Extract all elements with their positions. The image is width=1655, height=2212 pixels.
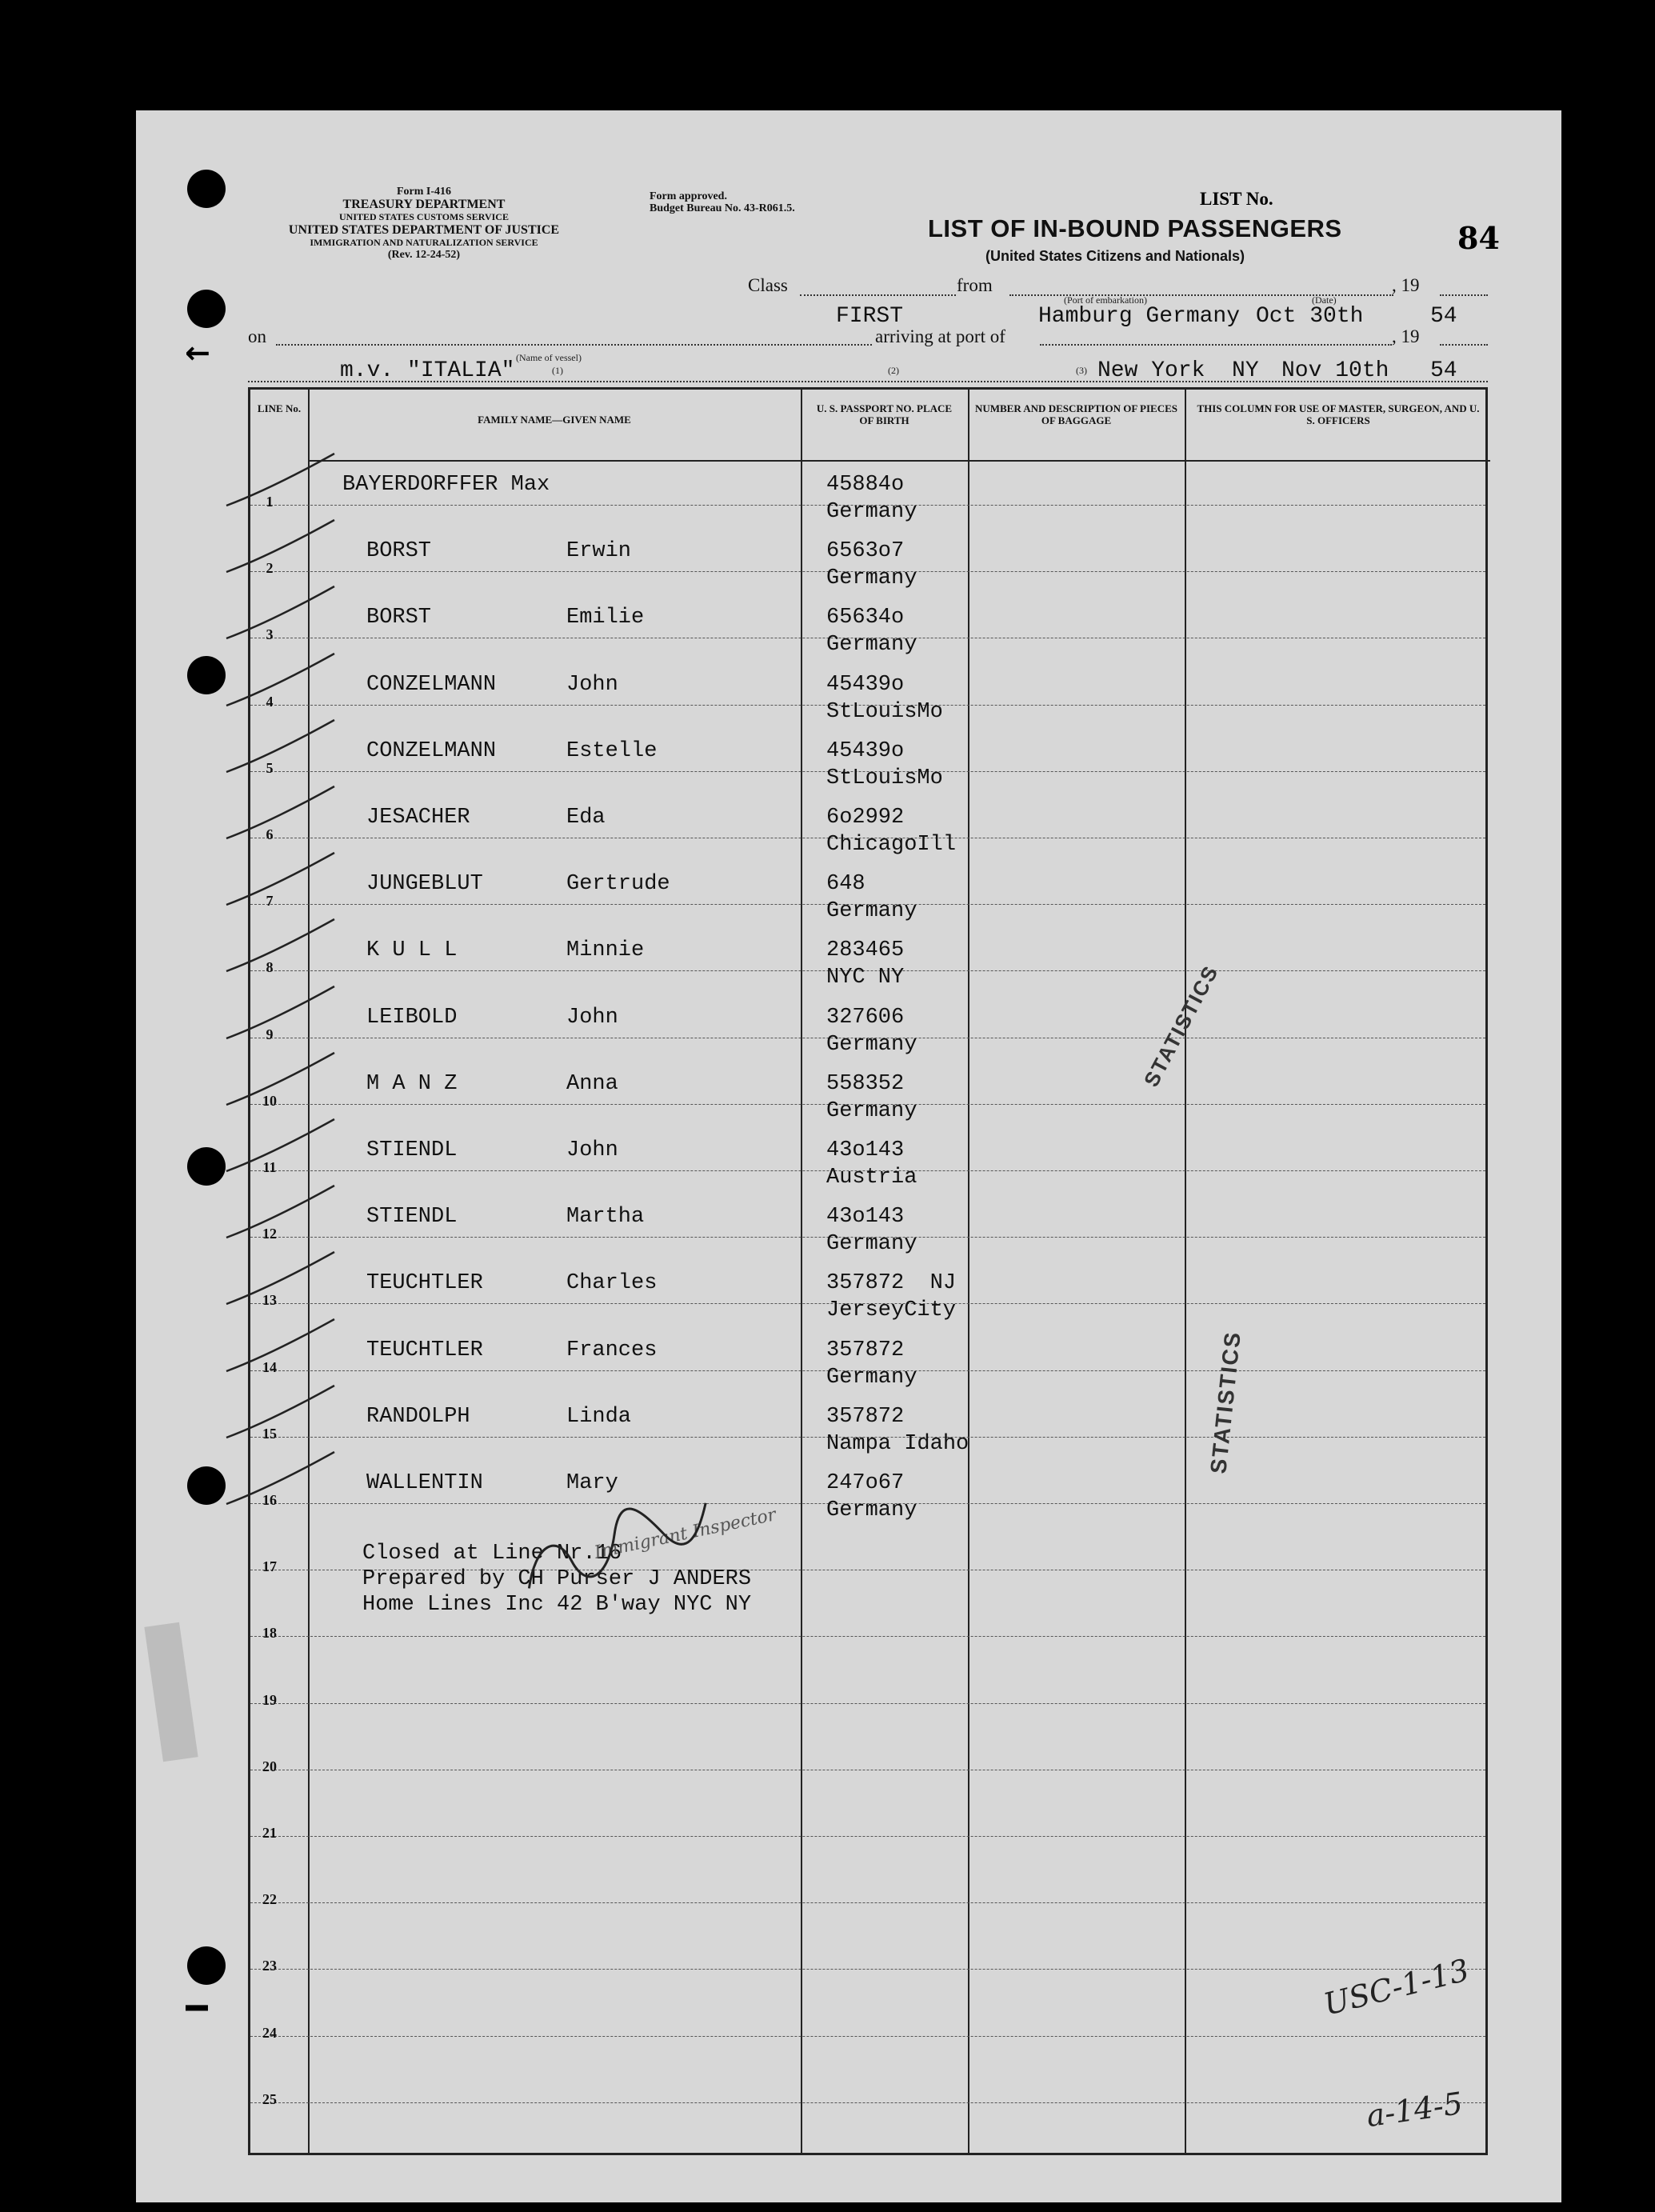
check-mark-icon [226, 1319, 338, 1375]
line-number: 13 [262, 1292, 277, 1309]
given-name: Emilie [566, 606, 645, 630]
year-label: , 19 [1392, 275, 1420, 295]
passport-number: 283465 [826, 938, 905, 963]
check-mark-icon [226, 986, 338, 1042]
line-number: 10 [262, 1092, 277, 1109]
place-of-birth: Germany [826, 1498, 917, 1522]
class-label: Class [748, 275, 788, 295]
budget-bureau: Budget Bureau No. 43-R061.5. [650, 202, 795, 214]
passport-number: 45884o [826, 473, 905, 497]
col-header-passport: U. S. PASSPORT NO. PLACE OF BIRTH [816, 402, 953, 426]
arrival-year: 54 [1430, 358, 1457, 383]
family-name: K U L L [366, 938, 458, 963]
place-of-birth: Nampa Idaho [826, 1431, 969, 1456]
check-mark-icon [226, 1119, 338, 1175]
check-mark-icon [226, 586, 338, 642]
header-rule [308, 460, 1490, 462]
vessel-line-dotted [248, 381, 1488, 382]
line-number: 15 [262, 1425, 277, 1442]
passport-number: 357872 NJ [826, 1271, 957, 1296]
check-mark-icon [226, 520, 338, 576]
table-row [250, 1636, 1485, 1637]
line-number: 16 [262, 1492, 277, 1508]
vessel-name: m.v. "ITALIA" [340, 358, 515, 383]
line-number: 3 [266, 626, 274, 643]
handwritten-reference: a-14-5 [1364, 2085, 1465, 2134]
line-number: 6 [266, 826, 274, 842]
year-dotted [1440, 344, 1488, 346]
given-name: Mary [566, 1471, 618, 1495]
justice-label: UNITED STATES DEPARTMENT OF JUSTICE [288, 223, 560, 237]
table-row [250, 1969, 1485, 1970]
col-header-name: FAMILY NAME—GIVEN NAME [478, 414, 631, 426]
line-number: 14 [262, 1358, 277, 1375]
vessel-dotted [276, 344, 872, 346]
line-number: 11 [262, 1159, 277, 1175]
family-name: CONZELMANN [366, 738, 497, 763]
passport-number: 558352 [826, 1071, 905, 1096]
class-dotted [800, 294, 956, 296]
line-number: 1 [266, 494, 274, 510]
check-mark-icon [226, 1186, 338, 1242]
departure-date: Oct 30th [1256, 304, 1364, 329]
form-number: Form I-416 [396, 186, 452, 198]
table-row [250, 1836, 1485, 1837]
place-of-birth: Germany [826, 1098, 917, 1123]
year-label: , 19 [1392, 326, 1420, 346]
place-of-birth: Germany [826, 1032, 917, 1057]
line-number: 7 [266, 893, 274, 910]
passport-number: 648 [826, 872, 865, 897]
arriving-label: arriving at port of [875, 326, 1005, 346]
check-mark-icon [226, 1386, 338, 1442]
check-mark-icon [226, 919, 338, 975]
column-divider [801, 390, 802, 2153]
check-mark-icon [226, 1252, 338, 1308]
passport-number: 357872 [826, 1338, 905, 1362]
given-name: Eda [566, 806, 606, 830]
passenger-table [248, 387, 1488, 2155]
place-of-birth: Germany [826, 899, 917, 924]
line-number: 18 [262, 1625, 277, 1642]
marker-1: (1) [552, 365, 563, 376]
passport-number: 327606 [826, 1005, 905, 1030]
given-name: Estelle [566, 738, 658, 763]
page-subtitle: (United States Citizens and Nationals) [985, 248, 1245, 264]
place-of-birth: StLouisMo [826, 699, 943, 724]
line-number: 25 [262, 2090, 277, 2107]
given-name: Minnie [566, 938, 645, 963]
given-name: John [566, 672, 618, 697]
family-name: WALLENTIN [366, 1471, 483, 1495]
page-title: LIST OF IN-BOUND PASSENGERS [928, 214, 1342, 242]
place-of-birth: StLouisMo [826, 766, 943, 790]
column-divider [968, 390, 969, 2153]
check-mark-icon [226, 1452, 338, 1508]
line-number: 5 [266, 759, 274, 776]
arrival-dotted [1040, 344, 1392, 346]
punch-hole [187, 1466, 226, 1505]
given-name: Anna [566, 1071, 618, 1096]
table-row [250, 1902, 1485, 1903]
place-of-birth: ChicagoIll [826, 833, 957, 857]
col-header-line-no: LINE No. [257, 402, 302, 414]
family-name: BORST [366, 606, 432, 630]
marker-2: (2) [888, 365, 899, 376]
family-name: STIENDL [366, 1138, 458, 1162]
inspector-stamp: Immigrant Inspector [592, 1505, 778, 1563]
given-name: Charles [566, 1271, 658, 1296]
punch-hole [187, 170, 226, 208]
family-name: TEUCHTLER [366, 1338, 483, 1362]
check-mark-icon [226, 654, 338, 710]
place-of-birth: NYC NY [826, 966, 905, 990]
family-name: RANDOLPH [366, 1404, 470, 1429]
on-label: on [248, 326, 266, 346]
place-of-birth: Germany [826, 500, 917, 524]
closed-at-line: Closed at Line Nr.16 [362, 1542, 622, 1566]
family-name: BORST [366, 539, 432, 564]
given-name: John [566, 1005, 618, 1030]
from-label: from [957, 275, 993, 295]
column-divider [1185, 390, 1186, 2153]
place-of-birth: Germany [826, 1365, 917, 1390]
col-header-officers: THIS COLUMN FOR USE OF MASTER, SURGEON, AND U. S. OFFICERS [1197, 402, 1480, 426]
place-of-birth: JerseyCity [826, 1298, 957, 1323]
line-number: 21 [262, 1825, 277, 1841]
family-name: M A N Z [366, 1071, 458, 1096]
family-name: JESACHER [366, 806, 470, 830]
passport-number: 43o143 [826, 1205, 905, 1230]
passport-number: 6563o7 [826, 539, 905, 564]
year-dotted [1440, 294, 1488, 296]
family-name: BAYERDORFFER Max [342, 473, 550, 497]
line-number: 12 [262, 1226, 277, 1242]
shipping-company: Home Lines Inc 42 B'way NYC NY [362, 1593, 752, 1617]
family-name: LEIBOLD [366, 1005, 458, 1030]
given-name: Martha [566, 1205, 645, 1230]
line-number: 23 [262, 1958, 277, 1974]
edge-mark: ↓ [178, 341, 214, 366]
statistics-stamp: STATISTICS [1138, 961, 1224, 1091]
place-of-birth: Germany [826, 633, 917, 658]
port-embarkation: Hamburg Germany [1038, 304, 1241, 329]
check-mark-icon [226, 1053, 338, 1109]
punch-hole [187, 1147, 226, 1186]
line-number: 8 [266, 959, 274, 976]
punch-hole [187, 1946, 226, 1985]
line-number: 9 [266, 1026, 274, 1042]
given-name: Gertrude [566, 872, 670, 897]
departure-year: 54 [1430, 304, 1457, 329]
passport-number: 65634o [826, 606, 905, 630]
port-embark-caption: (Port of embarkation) [1064, 294, 1147, 306]
place-of-birth: Germany [826, 1232, 917, 1257]
given-name: Erwin [566, 539, 632, 564]
statistics-stamp: STATISTICS [1205, 1330, 1245, 1475]
family-name: TEUCHTLER [366, 1271, 483, 1296]
revision-label: (Rev. 12-24-52) [387, 249, 461, 261]
line-number: 2 [266, 560, 274, 577]
place-of-birth: Austria [826, 1166, 917, 1190]
line-number: 24 [262, 2024, 277, 2041]
table-row [250, 2102, 1485, 2103]
edge-mark: I [178, 2002, 214, 2014]
form-approved: Form approved. [650, 190, 727, 202]
table-row [250, 2036, 1485, 2037]
check-mark-icon [226, 853, 338, 909]
handwritten-reference: USC-1-13 [1320, 1952, 1473, 2022]
passport-number: 6o2992 [826, 806, 905, 830]
customs-label: UNITED STATES CUSTOMS SERVICE [339, 211, 509, 222]
prepared-by: Prepared by CH Purser J ANDERS [362, 1567, 752, 1591]
arrival-port: New York NY [1097, 358, 1259, 383]
approval-block [650, 190, 795, 214]
passport-number: 43o143 [826, 1138, 905, 1162]
list-no-label: LIST No. [1200, 189, 1273, 209]
marker-3: (3) [1076, 365, 1087, 376]
line-number: 4 [266, 693, 274, 710]
passport-number: 45439o [826, 672, 905, 697]
given-name: Linda [566, 1404, 632, 1429]
treasury-label: TREASURY DEPARTMENT [342, 198, 506, 211]
check-mark-icon [226, 454, 338, 510]
list-number: 84 [1457, 220, 1500, 256]
date-caption: (Date) [1312, 294, 1337, 306]
family-name: JUNGEBLUT [366, 872, 483, 897]
punch-hole [187, 656, 226, 694]
line-number: 20 [262, 1758, 277, 1774]
line-number: 17 [262, 1558, 277, 1575]
punch-hole [187, 290, 226, 328]
passport-number: 45439o [826, 738, 905, 763]
family-name: CONZELMANN [366, 672, 497, 697]
form-agency-block [244, 186, 604, 261]
arrival-date: Nov 10th [1281, 358, 1389, 383]
line-number: 19 [262, 1691, 277, 1708]
passport-number: 357872 [826, 1404, 905, 1429]
table-row [250, 1703, 1485, 1704]
line-number: 22 [262, 1891, 277, 1908]
given-name: John [566, 1138, 618, 1162]
family-name: STIENDL [366, 1205, 458, 1230]
col-header-baggage: NUMBER AND DESCRIPTION OF PIECES OF BAGGAGE [974, 402, 1178, 426]
check-mark-icon [226, 786, 338, 842]
ins-label: IMMIGRATION AND NATURALIZATION SERVICE [310, 237, 538, 248]
class-value: FIRST [836, 304, 904, 329]
passport-number: 247o67 [826, 1471, 905, 1495]
check-mark-icon [226, 720, 338, 776]
place-of-birth: Germany [826, 566, 917, 591]
vessel-caption: (Name of vessel) [516, 352, 582, 363]
given-name: Frances [566, 1338, 658, 1362]
